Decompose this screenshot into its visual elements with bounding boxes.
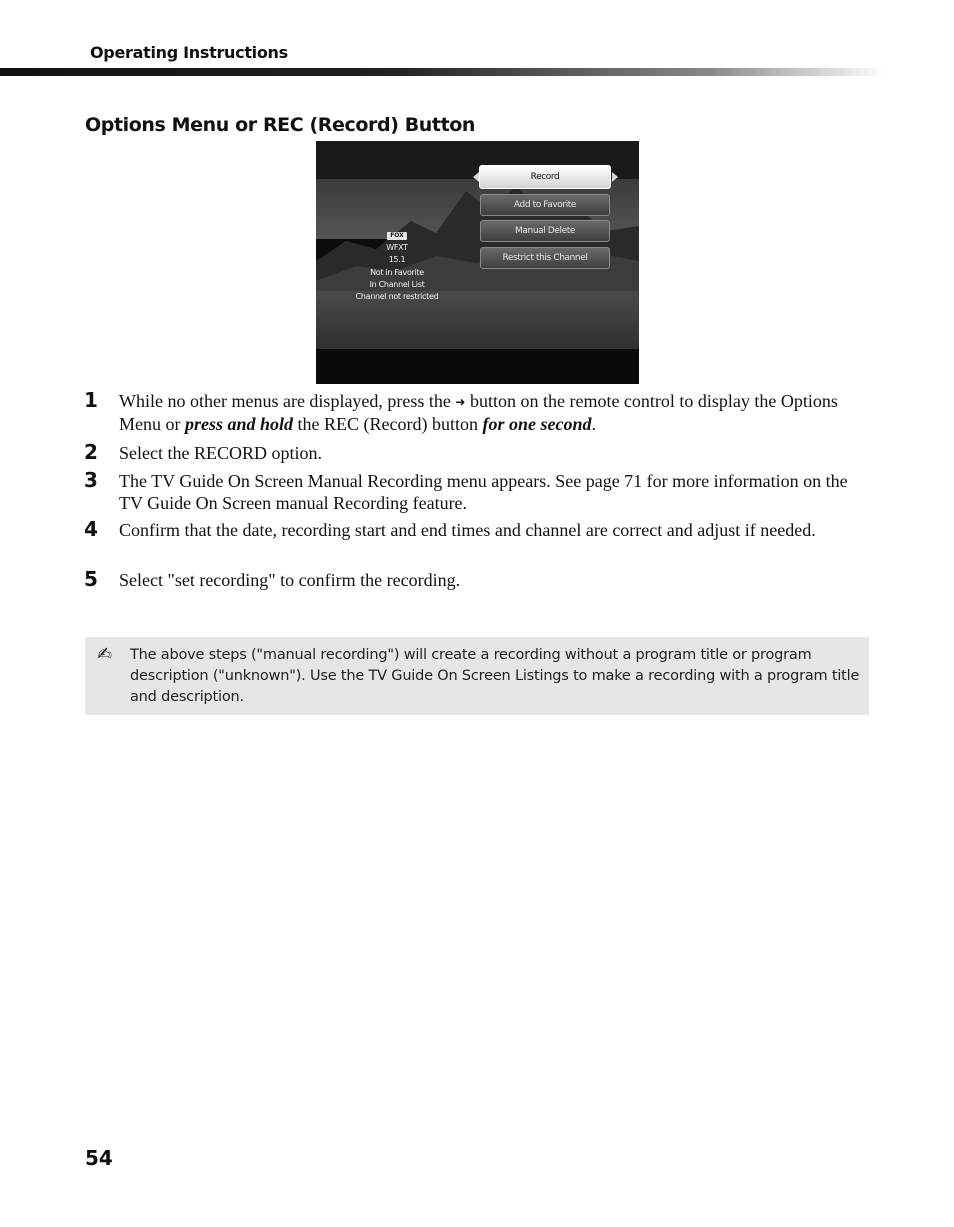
step-text: The TV Guide On Screen Manual Recording menu appears. See page 71 for more information on the TV Guide On Screen manual Recording feature. [119,471,848,513]
step-text: Confirm that the date, recording start and end times and channel are correct and adjust if needed. [119,520,816,540]
menu-item-add-to-favorite[interactable]: Add to Favorite [480,194,610,216]
right-arrow-icon: ➜ [455,395,466,409]
running-header: Operating Instructions [90,43,288,62]
channel-info-line: WFXT [386,243,408,252]
step-number: 3 [84,468,98,492]
page-number: 54 [85,1146,113,1170]
menu-item-restrict-channel[interactable]: Restrict this Channel [480,247,610,269]
menu-right-arrow-icon [612,172,618,182]
menu-item-record[interactable]: Record [479,165,611,189]
pencil-note-icon: ✍ [97,644,113,665]
step-text [119,391,869,435]
step-number: 4 [84,517,98,541]
step-text: Select "set recording" to confirm the recording. [119,570,461,590]
step-number: 5 [84,567,98,591]
step-text-segment: the REC (Record) button [293,413,483,434]
step-emphasis: press and hold [185,413,294,434]
note-text: The above steps ("manual recording") will create a recording without a program title or program description ("unknown"). Use the TV Guide On Screen Listings to make a recording with a program title and description. [130,647,860,705]
section-title: Options Menu or REC (Record) Button [85,114,476,136]
channel-logo: FOX [387,232,407,240]
header-rule [0,68,885,76]
options-menu [480,165,610,273]
channel-info-line: Not in Favorite [370,267,424,277]
channel-info-line: Channel not restricted [355,292,439,302]
step-text-segment: button on the remote control to display the Options Menu or [119,391,838,434]
step-emphasis: for one second [482,413,592,434]
note-box [85,637,869,715]
step-number: 1 [84,388,98,412]
channel-info-line: 15.1 [388,255,406,265]
channel-info [346,229,448,303]
step-text-segment: While no other menus are displayed, press the [119,391,456,411]
tv-bottom-band [316,349,639,384]
menu-item-manual-delete[interactable]: Manual Delete [480,220,610,242]
tv-options-menu-screenshot [316,141,639,384]
step-number: 2 [84,440,98,464]
step-text-segment: . [591,413,596,434]
step-text: Select the RECORD option. [119,443,322,463]
channel-info-line: In Channel List [369,279,425,289]
